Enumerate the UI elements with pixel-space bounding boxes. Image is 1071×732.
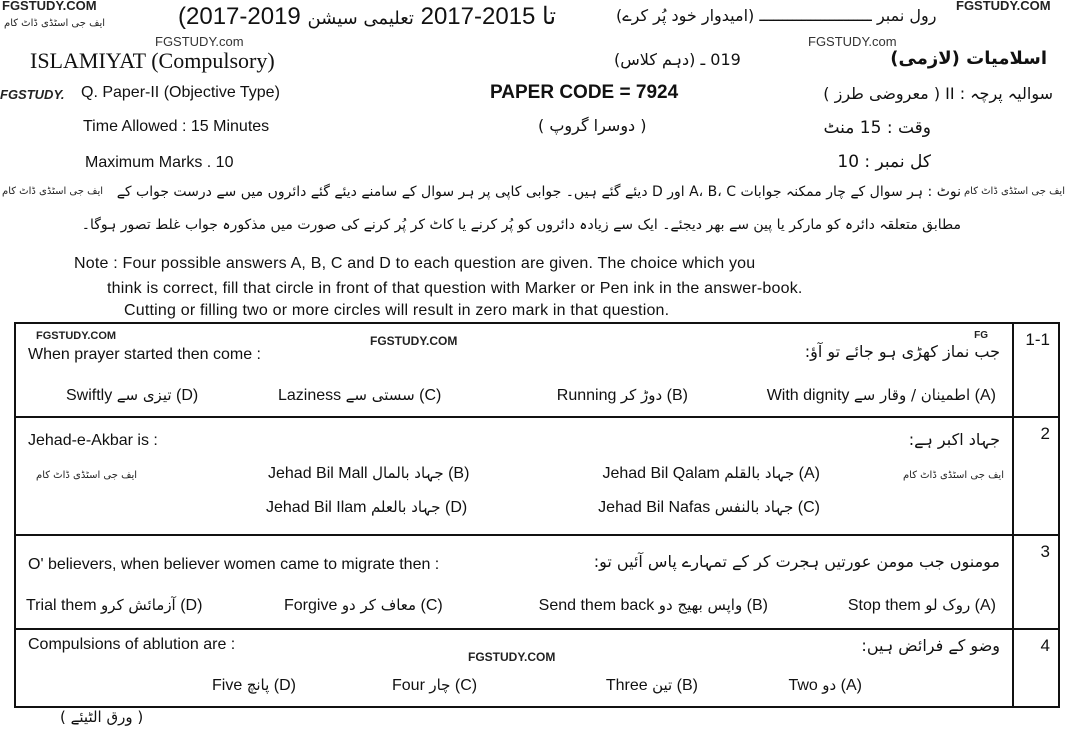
question-row-1	[16, 324, 1058, 418]
watermark-urdu-q2-right: ایف جی اسٹڈی ڈاٹ کام	[902, 470, 1004, 481]
subject-title-en: ISLAMIYAT (Compulsory)	[30, 48, 275, 73]
paper-code: PAPER CODE = 7924	[490, 82, 679, 103]
option-c[interactable]: Forgive معاف کر دو (C)	[284, 596, 443, 614]
instruction-en-line1: Note : Four possible answers A, B, C and D to each question are given. The choice which you	[74, 255, 756, 272]
question-number-cell	[1012, 536, 1058, 628]
option-b[interactable]: Send them back واپس بھیج دو (B)	[538, 596, 768, 614]
instruction-en-line3: Cutting or filling two or more circles will result in zero mark in that question.	[124, 302, 670, 319]
session-text: (2017-2019 تا 2015-2017	[178, 3, 557, 30]
question-row-4	[16, 630, 1058, 708]
question-text-en: When prayer started then come :	[28, 346, 261, 363]
option-a[interactable]: Two دو (A)	[788, 676, 862, 694]
questions-table	[14, 322, 1060, 708]
option-a[interactable]: Stop them روک لو (A)	[847, 596, 996, 614]
watermark-fgstudy-lower: FGSTUDY.com	[155, 34, 244, 49]
question-number-cell	[1012, 418, 1058, 534]
option-a[interactable]: Jehad Bil Qalam جہاد بالقلم (A)	[602, 464, 820, 482]
question-number-cell	[1012, 324, 1058, 416]
roll-number-line: رول نمبر ــــــــــــــــــــــــ (امیدوار خود پُر کرے)	[616, 6, 937, 25]
instruction-en-line2: think is correct, fill that circle in front of that question with Marker or Pen ink in the answer-book.	[107, 280, 803, 297]
watermark-fgstudy: FGSTUDY.COM	[2, 0, 97, 13]
session-urdu: تعلیمی سیشن	[307, 8, 414, 29]
paper-type-ur: سوالیہ پرچہ : II ( معروضی طرز )	[823, 84, 1053, 103]
question-number: 4	[1040, 636, 1050, 655]
option-c[interactable]: Laziness سستی سے (C)	[278, 386, 442, 404]
maximum-marks-en: Maximum Marks . 10	[85, 154, 234, 171]
question-number: 2	[1040, 424, 1050, 443]
question-number: 3	[1040, 542, 1050, 561]
question-row-3	[16, 536, 1058, 630]
question-number: 1-1	[1025, 330, 1050, 349]
watermark-fgstudy-mid: FGSTUDY.com	[808, 34, 897, 49]
question-text-en: Compulsions of ablution are :	[28, 636, 236, 653]
option-c[interactable]: Jehad Bil Nafas جہاد بالنفس (C)	[598, 498, 820, 516]
question-row-2	[16, 418, 1058, 536]
option-d[interactable]: Swiftly تیزی سے (D)	[66, 386, 199, 404]
question-text-ur: جب نماز کھڑی ہو جائے تو آؤ:	[804, 342, 1000, 361]
watermark-fgstudy-right: FGSTUDY.COM	[956, 0, 1051, 13]
subject-title-ur: اسلامیات (لازمی)	[890, 48, 1047, 69]
option-d[interactable]: Trial them آزمائش کرو (D)	[26, 596, 203, 614]
option-b[interactable]: Three تین (B)	[605, 676, 698, 694]
watermark-fgstudy-q1b: FGSTUDY.COM	[370, 334, 458, 348]
option-b[interactable]: Running دوڑ کر (B)	[556, 386, 688, 404]
turn-over-note: ( ورق الٹیئے )	[60, 708, 144, 726]
watermark-fgstudy-short: FGSTUDY.	[0, 87, 65, 102]
time-allowed-ur: وقت : 15 منٹ	[823, 118, 931, 138]
option-c[interactable]: Four چار (C)	[392, 676, 478, 694]
watermark-fg: FG	[974, 330, 988, 341]
option-d[interactable]: Jehad Bil Ilam جہاد بالعلم (D)	[266, 498, 468, 516]
question-number-cell	[1012, 630, 1058, 708]
instruction-urdu-line2: مطابق متعلقہ دائرہ کو مارکر یا پین سے بھر دیجئے۔ ایک سے زیادہ دائروں کو پُر کرنے یا کاٹ کر پُر کرنے کی صورت میں مذکورہ جواب غلط تصور ہوگا۔	[81, 217, 961, 233]
question-text-en: Jehad-e-Akbar is :	[28, 432, 158, 449]
watermark-urdu-left: ایف جی اسٹڈی ڈاٹ کام	[2, 186, 104, 197]
watermark-urdu: ایف جی اسٹڈی ڈاٹ کام	[4, 18, 106, 29]
watermark-urdu-right: ایف جی اسٹڈی ڈاٹ کام	[963, 186, 1065, 197]
question-text-ur: وضو کے فرائض ہیں:	[861, 636, 1000, 655]
maximum-marks-ur: کل نمبر : 10	[837, 152, 931, 172]
watermark-urdu-q2: ایف جی اسٹڈی ڈاٹ کام	[36, 470, 138, 481]
class-code: 019 ـ (دہم کلاس)	[614, 50, 741, 69]
question-text-en: O' believers, when believer women came to migrate then :	[28, 556, 440, 573]
paper-type-en: Q. Paper-II (Objective Type)	[81, 84, 280, 101]
watermark-fgstudy-q1: FGSTUDY.COM	[36, 330, 117, 342]
question-text-ur: مومنوں جب مومن عورتیں ہجرت کر کے تمہارے پاس آئیں تو:	[593, 552, 1000, 571]
watermark-fgstudy-q4: FGSTUDY.COM	[468, 650, 556, 664]
option-d[interactable]: Five پانچ (D)	[212, 676, 296, 694]
group-ur: ( دوسرا گروپ )	[538, 116, 647, 135]
instruction-urdu-line1: نوٹ : ہر سوال کے چار ممکنہ جوابات A، B، C اور D دیئے گئے ہیں۔ جوابی کاپی پر ہر سوال کے سامنے دیئے گئے دائروں میں سے درست جواب کے	[116, 184, 961, 200]
time-allowed-en: Time Allowed : 15 Minutes	[83, 118, 270, 135]
option-b[interactable]: Jehad Bil Mall جہاد بالمال (B)	[268, 464, 470, 482]
session-years	[178, 2, 556, 31]
option-a[interactable]: With dignity اطمینان / وقار سے (A)	[766, 386, 996, 404]
question-text-ur: جہاد اکبر ہے:	[908, 430, 1000, 449]
